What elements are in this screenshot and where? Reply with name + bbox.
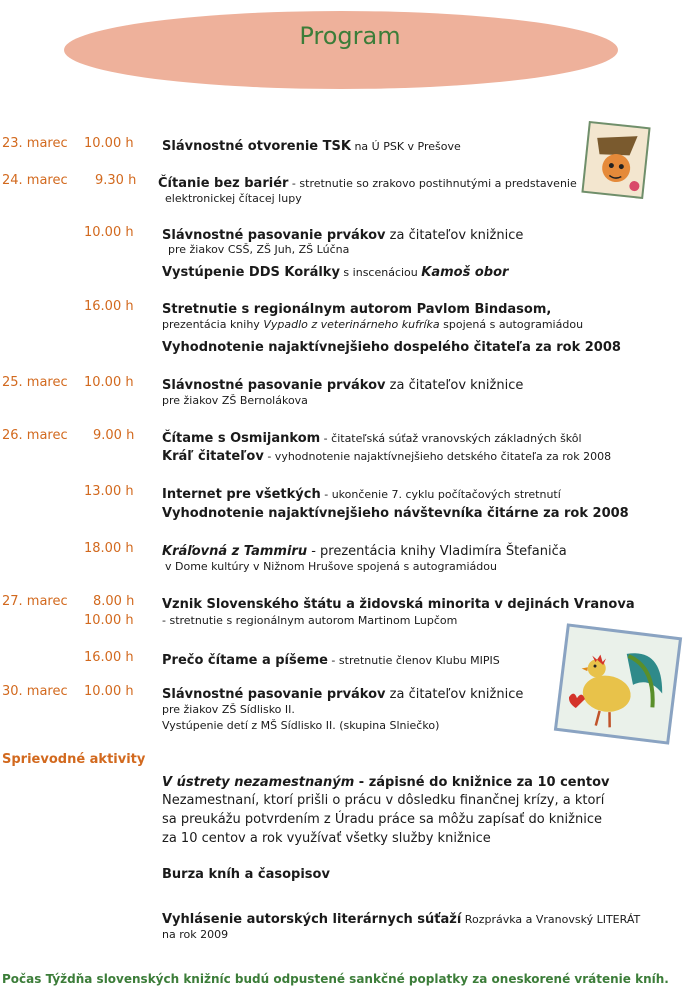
event-line: Kráľovná z Tammiru - prezentácia knihy Vladimíra Štefaniča [162,544,567,559]
event-line: Slávnostné otvorenie TSK na Ú PSK v Prešove [162,139,461,154]
event-date: 27. marec [2,594,68,609]
event-time: 10.00 h [84,136,134,151]
event-line: Čítame s Osmijankom - čitateľská súťaž vranovských základných škôl [162,431,582,446]
event-time: 13.00 h [84,484,134,499]
event-time: 16.00 h [84,650,134,665]
event-line: Čítanie bez bariér - stretnutie so zrakovo postihnutými a predstavenie [158,176,577,191]
event-time: 8.00 h [93,594,135,609]
event-time: 18.00 h [84,541,134,556]
event-line: Slávnostné pasovanie prvákov za čitateľov knižnice [162,228,524,243]
event-subline: pre žiakov ZŠ Sídlisko II. [162,703,295,716]
event-line: Vznik Slovenského štátu a židovská minorita v dejinách Vranova [162,597,635,612]
event-line: Vyhodnotenie najaktívnejšieho návštevníka čitárne za rok 2008 [162,506,629,521]
event-date: 23. marec [2,136,68,151]
activity-title: Burza kníh a časopisov [162,867,330,882]
event-time: 10.00 h [84,225,134,240]
event-subline: pre žiakov ZŠ Bernolákova [162,394,308,407]
event-line: Vyhodnotenie najaktívnejšieho dospelého čitateľa za rok 2008 [162,340,621,355]
event-time: 10.00 h [84,613,134,628]
event-date: 30. marec [2,684,68,699]
activity-subline: na rok 2009 [162,928,229,941]
event-line: Stretnutie s regionálnym autorom Pavlom Bindasom, [162,302,552,317]
event-time: 10.00 h [84,375,134,390]
event-line: Internet pre všetkých - ukončenie 7. cyklu počítačových stretnutí [162,487,561,502]
event-line: Slávnostné pasovanie prvákov za čitateľov knižnice [162,378,524,393]
event-subline: Vystúpenie detí z MŠ Sídlisko II. (skupina Slniečko) [162,719,440,732]
event-date: 26. marec [2,428,68,443]
activity-title: V ústrety nezamestnaným - zápisné do knižnice za 10 centov [162,775,610,790]
footer-note: Počas Týždňa slovenských knižníc budú odpustené sankčné poplatky za oneskorené vrátenie kníh. [2,972,669,986]
event-subline: pre žiakov CSŠ, ZŠ Juh, ZŠ Lúčna [168,243,350,256]
event-time: 9.00 h [93,428,135,443]
event-time: 10.00 h [84,684,134,699]
event-date: 25. marec [2,375,68,390]
activity-title: Vyhlásenie autorských literárnych súťaží Rozprávka a Vranovský LITERÁT [162,912,641,927]
activity-text: za 10 centov a rok využívať všetky služby knižnice [162,831,491,846]
page-title: Program [299,22,401,50]
activity-text: Nezamestnaní, ktorí prišli o prácu v dôsledku finančnej krízy, a ktorí [162,793,605,808]
rooster-illustration [554,623,682,744]
activities-heading: Sprievodné aktivity [2,752,146,767]
event-line: Vystúpenie DDS Korálky s inscenáciou Kamoš obor [162,265,509,280]
activity-text: sa preukážu potvrdením z Úradu práce sa môžu zapísať do knižnice [162,812,602,827]
cartoon-cat-illustration [581,121,650,199]
event-line: Kráľ čitateľov - vyhodnotenie najaktívnejšieho detského čitateľa za rok 2008 [162,449,612,464]
event-line: Slávnostné pasovanie prvákov za čitateľov knižnice [162,687,524,702]
event-time: 9.30 h [95,173,137,188]
event-date: 24. marec [2,173,68,188]
event-time: 16.00 h [84,299,134,314]
event-subline: prezentácia knihy Vypadlo z veterinárneho kufríka spojená s autogramiádou [162,318,584,331]
event-subline: v Dome kultúry v Nižnom Hrušove spojená s autogramiádou [165,560,497,573]
event-line: Prečo čítame a píšeme - stretnutie členov Klubu MIPIS [162,653,500,668]
event-subline: - stretnutie s regionálnym autorom Martinom Lupčom [162,614,458,627]
event-subline: elektronickej čítacej lupy [165,192,302,205]
